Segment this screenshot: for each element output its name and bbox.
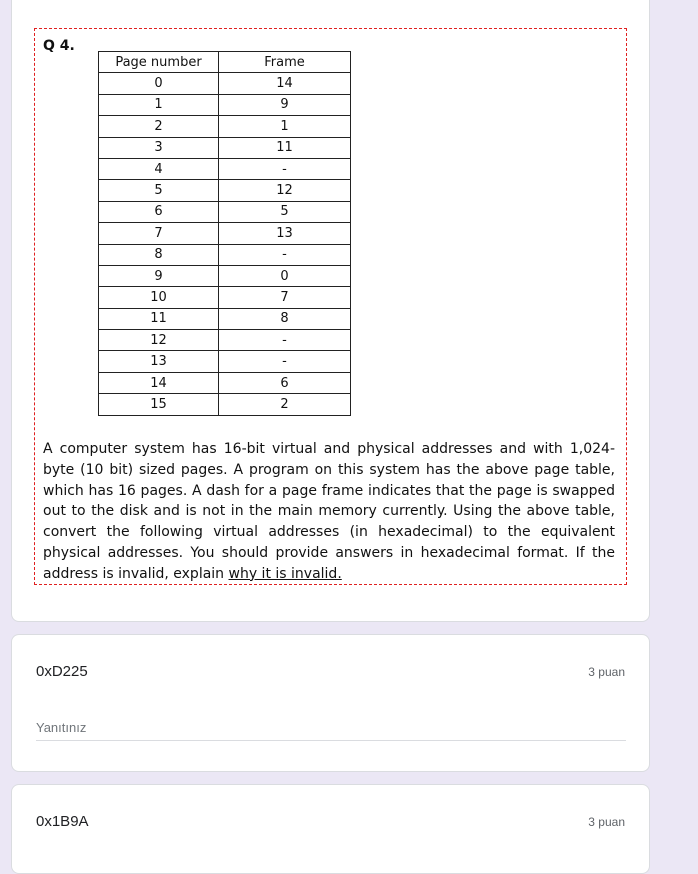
- frame-cell: 8: [219, 308, 351, 329]
- page-table-header-row: [99, 52, 351, 73]
- question-card: [11, 634, 650, 772]
- question-image: [34, 28, 627, 585]
- frame-cell: 7: [219, 287, 351, 308]
- frame-cell: 6: [219, 372, 351, 393]
- description-tail: why it is invalid.: [228, 565, 342, 582]
- frame-cell: 5: [219, 201, 351, 222]
- question-description: [43, 439, 615, 585]
- page-cell: 0: [99, 73, 219, 94]
- page-cell: 4: [99, 158, 219, 179]
- page-cell: 9: [99, 265, 219, 286]
- page-cell: 1: [99, 94, 219, 115]
- page-cell: 12: [99, 330, 219, 351]
- page-cell: 15: [99, 394, 219, 415]
- question-title: 0x1B9A: [36, 813, 89, 830]
- frame-cell: -: [219, 244, 351, 265]
- page-cell: 2: [99, 116, 219, 137]
- page-cell: 10: [99, 287, 219, 308]
- frame-cell: 11: [219, 137, 351, 158]
- frame-cell: 13: [219, 223, 351, 244]
- frame-cell: 1: [219, 116, 351, 137]
- question-points: 3 puan: [588, 665, 625, 679]
- page-cell: 7: [99, 223, 219, 244]
- question-points: 3 puan: [588, 815, 625, 829]
- page-cell: 8: [99, 244, 219, 265]
- table-row: [99, 201, 351, 222]
- question-label: Q 4.: [43, 38, 75, 54]
- table-row: [99, 308, 351, 329]
- table-row: [99, 94, 351, 115]
- table-row: [99, 223, 351, 244]
- table-row: [99, 394, 351, 415]
- page-cell: 6: [99, 201, 219, 222]
- page-cell: 5: [99, 180, 219, 201]
- header-frame: Frame: [219, 52, 351, 73]
- question-card: [11, 784, 650, 874]
- question-image-card: [11, 0, 650, 622]
- frame-cell: 0: [219, 265, 351, 286]
- table-row: [99, 137, 351, 158]
- page-cell: 11: [99, 308, 219, 329]
- table-row: [99, 116, 351, 137]
- table-row: [99, 158, 351, 179]
- frame-cell: -: [219, 158, 351, 179]
- frame-cell: 2: [219, 394, 351, 415]
- page-table: [98, 51, 351, 416]
- frame-cell: 9: [219, 94, 351, 115]
- table-row: [99, 265, 351, 286]
- page-cell: 3: [99, 137, 219, 158]
- page-cell: 14: [99, 372, 219, 393]
- table-row: [99, 372, 351, 393]
- table-row: [99, 287, 351, 308]
- table-row: [99, 244, 351, 265]
- frame-cell: 12: [219, 180, 351, 201]
- table-row: [99, 351, 351, 372]
- question-title: 0xD225: [36, 663, 88, 680]
- header-page-number: Page number: [99, 52, 219, 73]
- answer-input[interactable]: [36, 715, 626, 741]
- table-row: [99, 330, 351, 351]
- description-text: A computer system has 16-bit virtual and physical addresses and with 1,024-byte (10 bit) sized pages. A program on this system has the above page table, which has 16 pages. A dash for a page frame indicates that the page is swapped out to the disk and is not in the main memory currently. Using the above table, convert the following virtual addresses (in hexadecimal) to the equivalent physical addresses. You should provide answers in hexadecimal format. If the address is invalid, explain: [43, 441, 615, 582]
- frame-cell: -: [219, 351, 351, 372]
- frame-cell: 14: [219, 73, 351, 94]
- table-row: [99, 73, 351, 94]
- page-cell: 13: [99, 351, 219, 372]
- table-row: [99, 180, 351, 201]
- frame-cell: -: [219, 330, 351, 351]
